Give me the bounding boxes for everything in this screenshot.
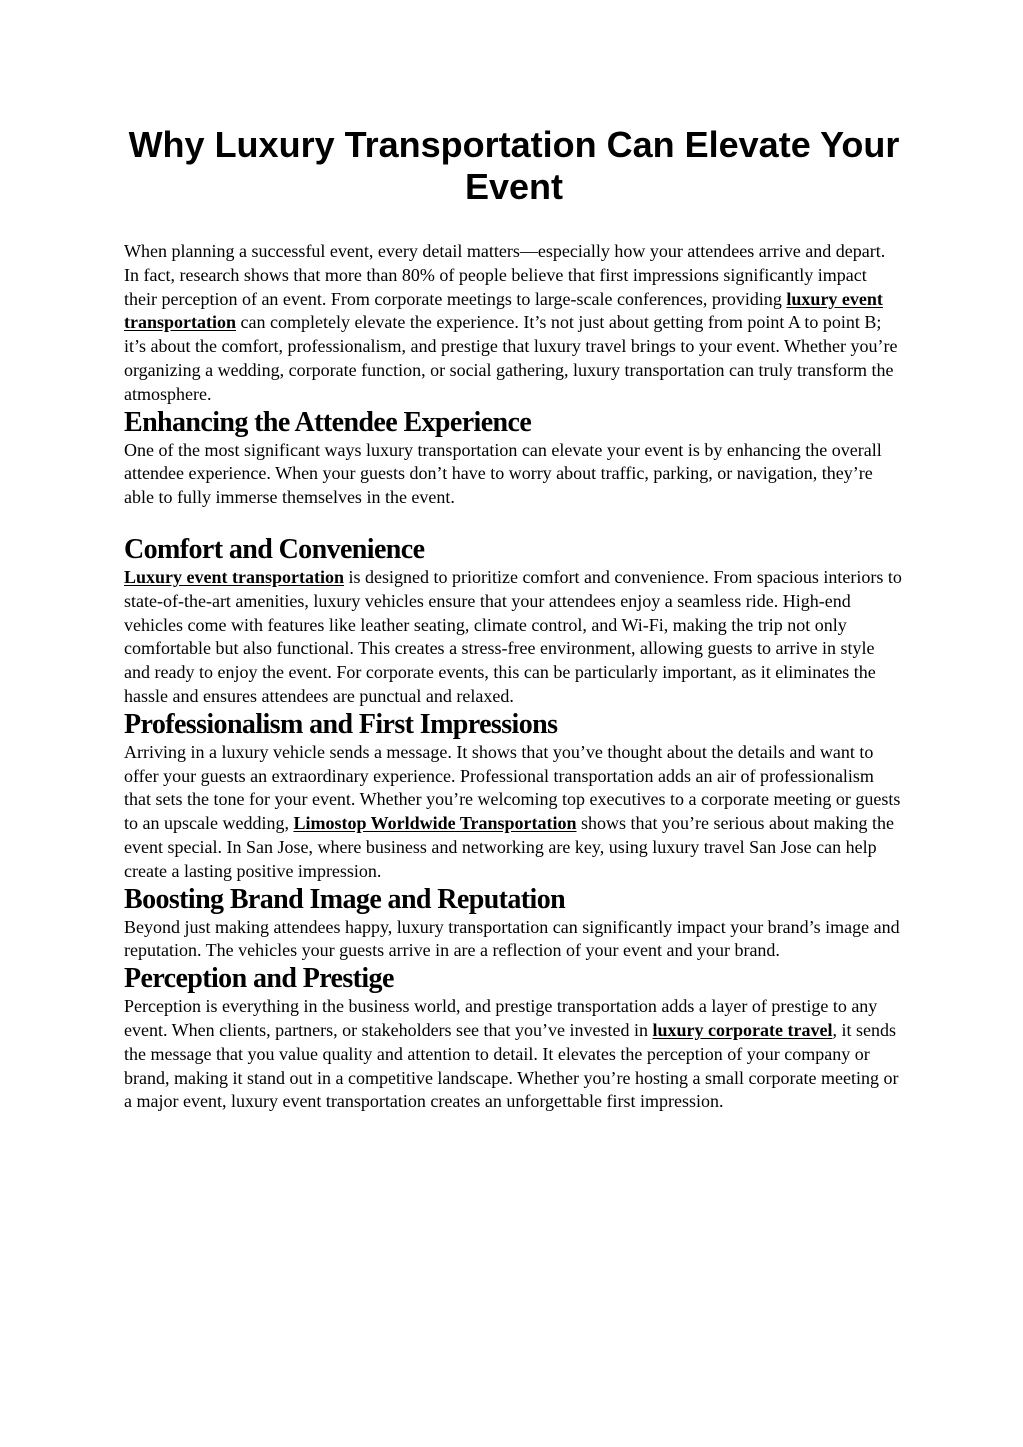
intro-paragraph xyxy=(124,240,904,407)
heading-attendee-experience: Enhancing the Attendee Experience xyxy=(124,406,532,438)
heading-perception-prestige: Perception and Prestige xyxy=(124,963,394,995)
prestige-paragraph xyxy=(124,995,904,1114)
page-title: Why Luxury Transportation Can Elevate Your Event xyxy=(128,124,900,207)
brand-paragraph: Beyond just making attendees happy, luxury transportation can significantly impact your brand’s image and reputation. The vehicles your guests arrive in are a reflection of your event and your brand. xyxy=(124,916,900,961)
prestige-text-end: , it sends the message that you value quality and attention to detail. It elevates the perception of your company or brand, making it stand out in a competitive landscape. Whether you’re hosting a small corporate meeting or a major event, luxury event transportation creates an unforgettable first impression. xyxy=(124,1019,899,1112)
heading-professionalism: Professionalism and First Impressions xyxy=(124,708,558,740)
attendee-paragraph: One of the most significant ways luxury transportation can elevate your event is by enhancing the overall attendee experience. When your guests don’t have to worry about traffic, parking, or navigation, they’re able to fully immerse themselves in the event. xyxy=(124,439,882,508)
heading-comfort-convenience: Comfort and Convenience xyxy=(124,533,425,565)
prestige-text-start: Perception is everything in the business world, and prestige transportation adds a layer of prestige to any event. When clients, partners, or stakeholders see that you’ve invested in xyxy=(124,996,878,1040)
intro-text-end: can completely elevate the experience. It’s not just about getting from point A to point B; it’s about the comfort, professionalism, and prestige that luxury travel brings to your event. Whether you’re organizing a wedding, corporate function, or social gathering, luxury transportation can truly transform the atmosphere. xyxy=(124,312,898,404)
heading-brand-image: Boosting Brand Image and Reputation xyxy=(124,883,566,915)
luxury-event-transportation-link[interactable]: luxury event transportation xyxy=(124,288,883,333)
professionalism-text-start: Arriving in a luxury vehicle sends a message. It shows that you’ve thought about the details and want to offer your guests an extraordinary experience. Professional transportation adds an air of professionalism that sets the tone for your event. Whether you’re welcoming top executives to a corporate meeting or guests to an upscale wedding, xyxy=(124,741,901,834)
limostop-worldwide-link[interactable]: Limostop Worldwide Transportation xyxy=(293,813,577,834)
document-page xyxy=(124,124,904,1114)
luxury-corporate-travel-link[interactable]: luxury corporate travel xyxy=(652,1019,833,1040)
intro-text-start: When planning a successful event, every detail matters—especially how your attendees arrive and depart. In fact, research shows that more than 80% of people believe that first impressions significantly impact their perception of an event. From corporate meetings to large-scale conferences, providing xyxy=(124,241,886,309)
professionalism-text-end: shows that you’re serious about making the event special. In San Jose, where business and networking are key, using luxury travel San Jose can help create a lasting positive impression. xyxy=(124,813,894,881)
professionalism-paragraph xyxy=(124,741,904,884)
comfort-paragraph xyxy=(124,566,904,709)
luxury-event-transportation-link-2[interactable]: Luxury event transportation xyxy=(124,566,344,587)
comfort-text: is designed to prioritize comfort and convenience. From spacious interiors to state-of-the-art amenities, luxury vehicles ensure that your attendees enjoy a seamless ride. High-end vehicles come with features like leather seating, climate control, and Wi-Fi, making the trip not only comfortable but also functional. This creates a stress-free environment, allowing guests to arrive in style and ready to enjoy the event. For corporate events, this can be particularly important, as it eliminates the hassle and ensures attendees are punctual and relaxed. xyxy=(124,566,902,706)
